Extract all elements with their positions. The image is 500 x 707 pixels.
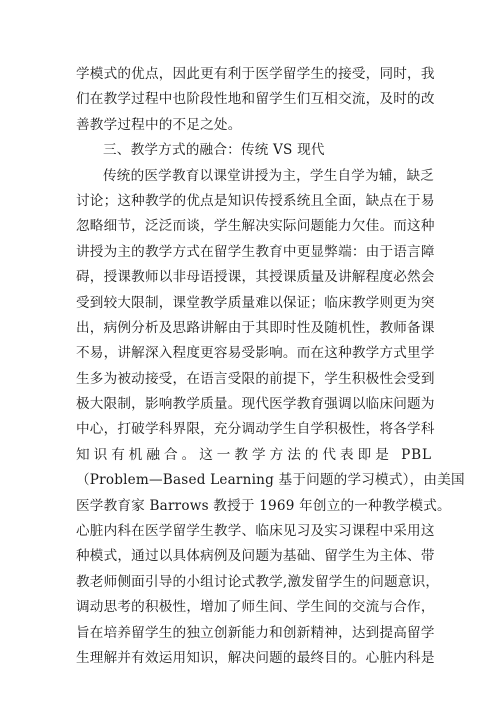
text-line: 生理解并有效运用知识，解决问题的最终目的。心脏内科是 bbox=[76, 649, 435, 666]
text-line: 忽略细节，泛泛而谈，学生解决实际问题能力欠佳。而这种 bbox=[76, 218, 435, 235]
text-line: 中心，打破学科界限，充分调动学生自学积极性，将各学科 bbox=[76, 421, 435, 438]
text-line: 心脏内科在医学留学生教学、临床见习及实习课程中采用这 bbox=[76, 523, 435, 540]
text-line: 受到较大限制，课堂教学质量难以保证；临床教学则更为突 bbox=[76, 294, 435, 311]
text-line: 教老师侧面引导的小组讨论式教学,激发留学生的问题意识， bbox=[76, 573, 440, 590]
text-line: 讲授为主的教学方式在留学生教育中更显弊端：由于语言障 bbox=[76, 243, 435, 260]
text-line: 出，病例分析及思路讲解由于其即时性及随机性，教师备课 bbox=[76, 319, 435, 336]
section-heading: 三、教学方式的融合：传统 VS 现代 bbox=[103, 142, 325, 159]
text-line: 不易，讲解深入程度更容易受影响。而在这种教学方式里学 bbox=[76, 345, 435, 362]
text-line: 生多为被动接受，在语言受限的前提下，学生积极性会受到 bbox=[76, 370, 435, 387]
text-line: 医学教育家 Barrows 教授于 1969 年创立的一种教学模式。 bbox=[76, 497, 451, 514]
text-line: 知识有机融合。这一教学方法的代表即是 PBL bbox=[76, 446, 432, 463]
text-line: 调动思考的积极性，增加了师生间、学生间的交流与合作， bbox=[76, 599, 435, 616]
paragraph-2 bbox=[76, 164, 465, 672]
document-page bbox=[76, 62, 465, 671]
text-line: 们在教学过程中也阶段性地和留学生们互相交流，及时的改 bbox=[76, 91, 435, 108]
text-line: 善教学过程中的不足之处。 bbox=[76, 116, 242, 133]
text-line: 旨在培养留学生的独立创新能力和创新精神，达到提高留学 bbox=[76, 624, 435, 641]
text-line: 传统的医学教育以课堂讲授为主，学生自学为辅，缺乏 bbox=[103, 167, 435, 184]
text-line: 讨论；这种教学的优点是知识传授系统且全面，缺点在于易 bbox=[76, 192, 435, 209]
text-line: 学模式的优点，因此更有利于医学留学生的接受，同时，我 bbox=[76, 66, 435, 82]
paragraph-1 bbox=[76, 62, 435, 138]
text-line: 种模式，通过以具体病例及问题为基础、留学生为主体、带 bbox=[76, 548, 435, 565]
text-line: 极大限制，影响教学质量。现代医学教育强调以临床问题为 bbox=[76, 396, 435, 413]
text-line: （Problem—Based Learning 基于问题的学习模式），由美国 bbox=[76, 472, 465, 489]
text-line: 碍，授课教师以非母语授课，其授课质量及讲解程度必然会 bbox=[76, 269, 435, 286]
